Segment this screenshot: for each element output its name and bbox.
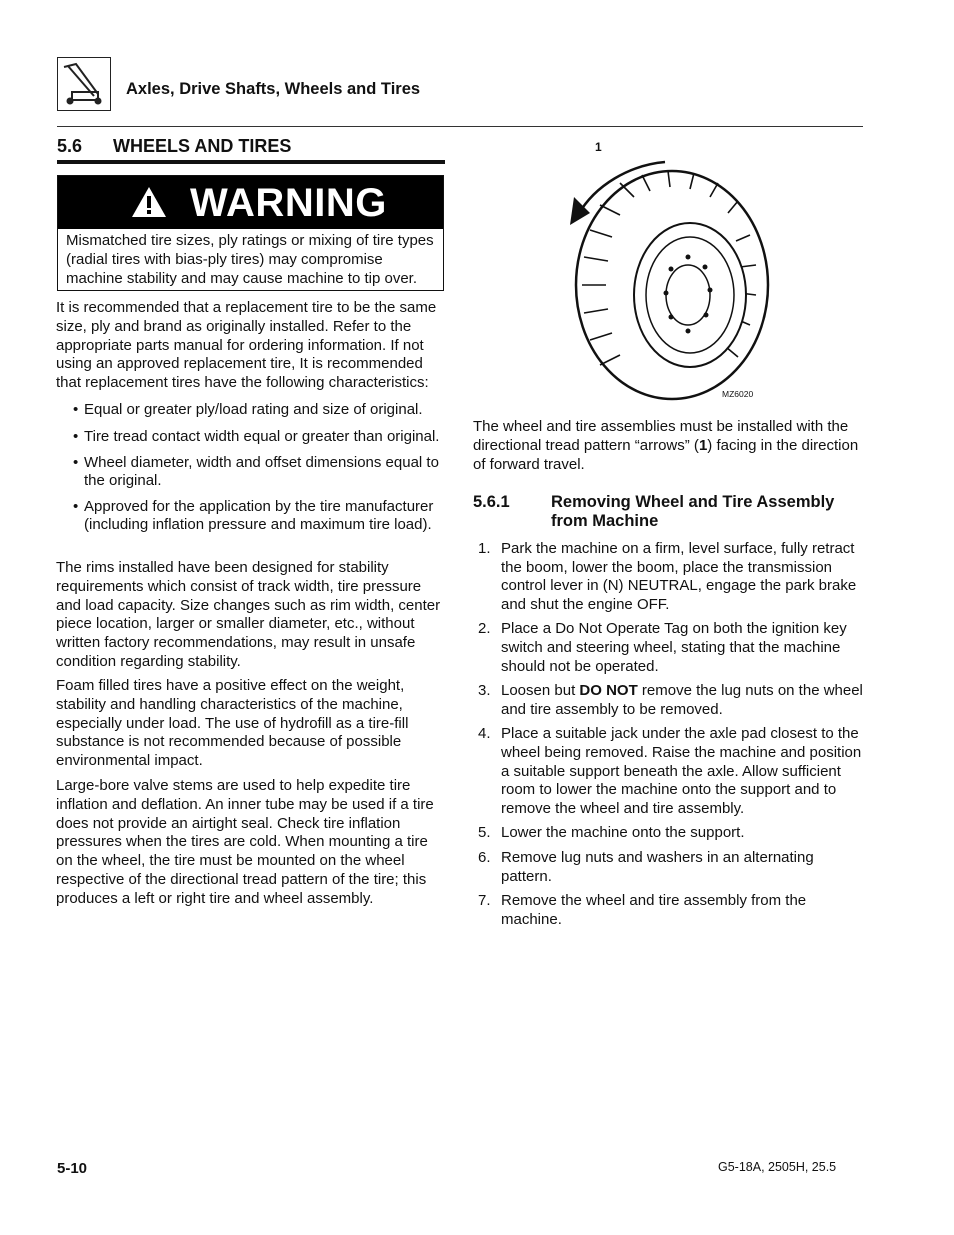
step-item: 4. Place a suitable jack under the axle pad closest to the wheel being removed. Raise the machine and position a suitable support beneath the axle. Allow sufficient room to lower the machine onto the support and to remove the wheel and tire assembly.: [478, 725, 862, 817]
page-number: 5-10: [57, 1160, 88, 1177]
foam-paragraph: Foam filled tires have a positive effect on the weight, stability and handling characteristics of the machine, especially under load. The use of hydrofill as a tire-fill substance is not recommended because of possible environmental impact.: [56, 677, 409, 770]
section-number: 5.6: [57, 136, 83, 156]
step-item: 7. Remove the wheel and tire assembly from the machine.: [478, 892, 807, 928]
list-item: • Approved for the application by the tire manufacturer (including inflation pressure and maximum tire load).: [73, 498, 434, 533]
header-rule: [57, 126, 863, 127]
document-code: G5-18A, 2505H, 25.5: [718, 1160, 837, 1174]
warning-label: WARNING: [190, 181, 387, 225]
list-item: • Equal or greater ply/load rating and size of original.: [73, 401, 423, 418]
step-item: 2. Place a Do Not Operate Tag on both the ignition key switch and steering wheel, stating that the machine should not be operated.: [478, 620, 847, 675]
valve-paragraph: Large-bore valve stems are used to help expedite tire inflation and deflation. An inner tube may be used if a tire does not provide an airtight seal. Check tire inflation pressures when the tires are cold. When mounting a tire on the wheel, the tire must be mounted on the wheel respective of the directional tread pattern of the tire; this produces a left or right tire and wheel assembly.: [56, 777, 434, 907]
warning-banner: [58, 176, 443, 229]
tire-illustration: [560, 135, 770, 405]
hand-truck-icon: [58, 58, 109, 109]
header-title: Axles, Drive Shafts, Wheels and Tires: [126, 80, 421, 98]
step-item: 6. Remove lug nuts and washers in an alternating pattern.: [478, 848, 814, 885]
warning-box: [57, 175, 444, 291]
section-icon: [57, 57, 111, 111]
warning-text: Mismatched tire sizes, ply ratings or mixing of tire types (radial tires with bias-ply tires) may compromise machine stability and may cause machine to tip over.: [66, 232, 434, 287]
section-title: WHEELS AND TIRES: [113, 136, 292, 156]
figure-code: MZ6020: [722, 389, 754, 399]
list-item: • Tire tread contact width equal or greater than original.: [73, 427, 440, 445]
list-item: • Wheel diameter, width and offset dimensions equal to the original.: [73, 454, 439, 489]
intro-paragraph: It is recommended that a replacement tire to be the same size, ply and brand as originally installed. Refer to the appropriate parts manual for ordering information. If not using an approved replacement tire, It is recommended that replacement tires have the following characteristics:: [56, 299, 437, 392]
subsection-title: Removing Wheel and Tire Assembly from Machine: [551, 493, 835, 530]
warning-triangle-icon: [130, 185, 168, 219]
step-item: 1. Park the machine on a firm, level surface, fully retract the boom, lower the boom, place the transmission control lever in (N) NEUTRAL, engage the park brake and shut the engine OFF.: [478, 540, 857, 613]
figure-callout: 1: [595, 140, 602, 154]
section-rule: [57, 160, 445, 164]
step-item: 5. Lower the machine onto the support.: [478, 824, 745, 842]
step-item: 3. Loosen but DO NOT remove the lug nuts on the wheel and tire assembly to be removed.: [478, 682, 863, 718]
procedure-steps: [473, 540, 865, 935]
direction-paragraph: The wheel and tire assemblies must be installed with the directional tread pattern “arrows” (1) facing in the direction of forward travel.: [473, 418, 859, 473]
requirements-list: [73, 401, 448, 542]
subsection-number: 5.6.1: [473, 493, 510, 511]
rims-paragraph: The rims installed have been designed for stability requirements which consist of track width, tire pressure and load capacity. Size changes such as rim width, center piece location, larger or smaller diameter, etc., without written factory recommendations, may result in unsafe condition regarding stability.: [56, 559, 441, 670]
